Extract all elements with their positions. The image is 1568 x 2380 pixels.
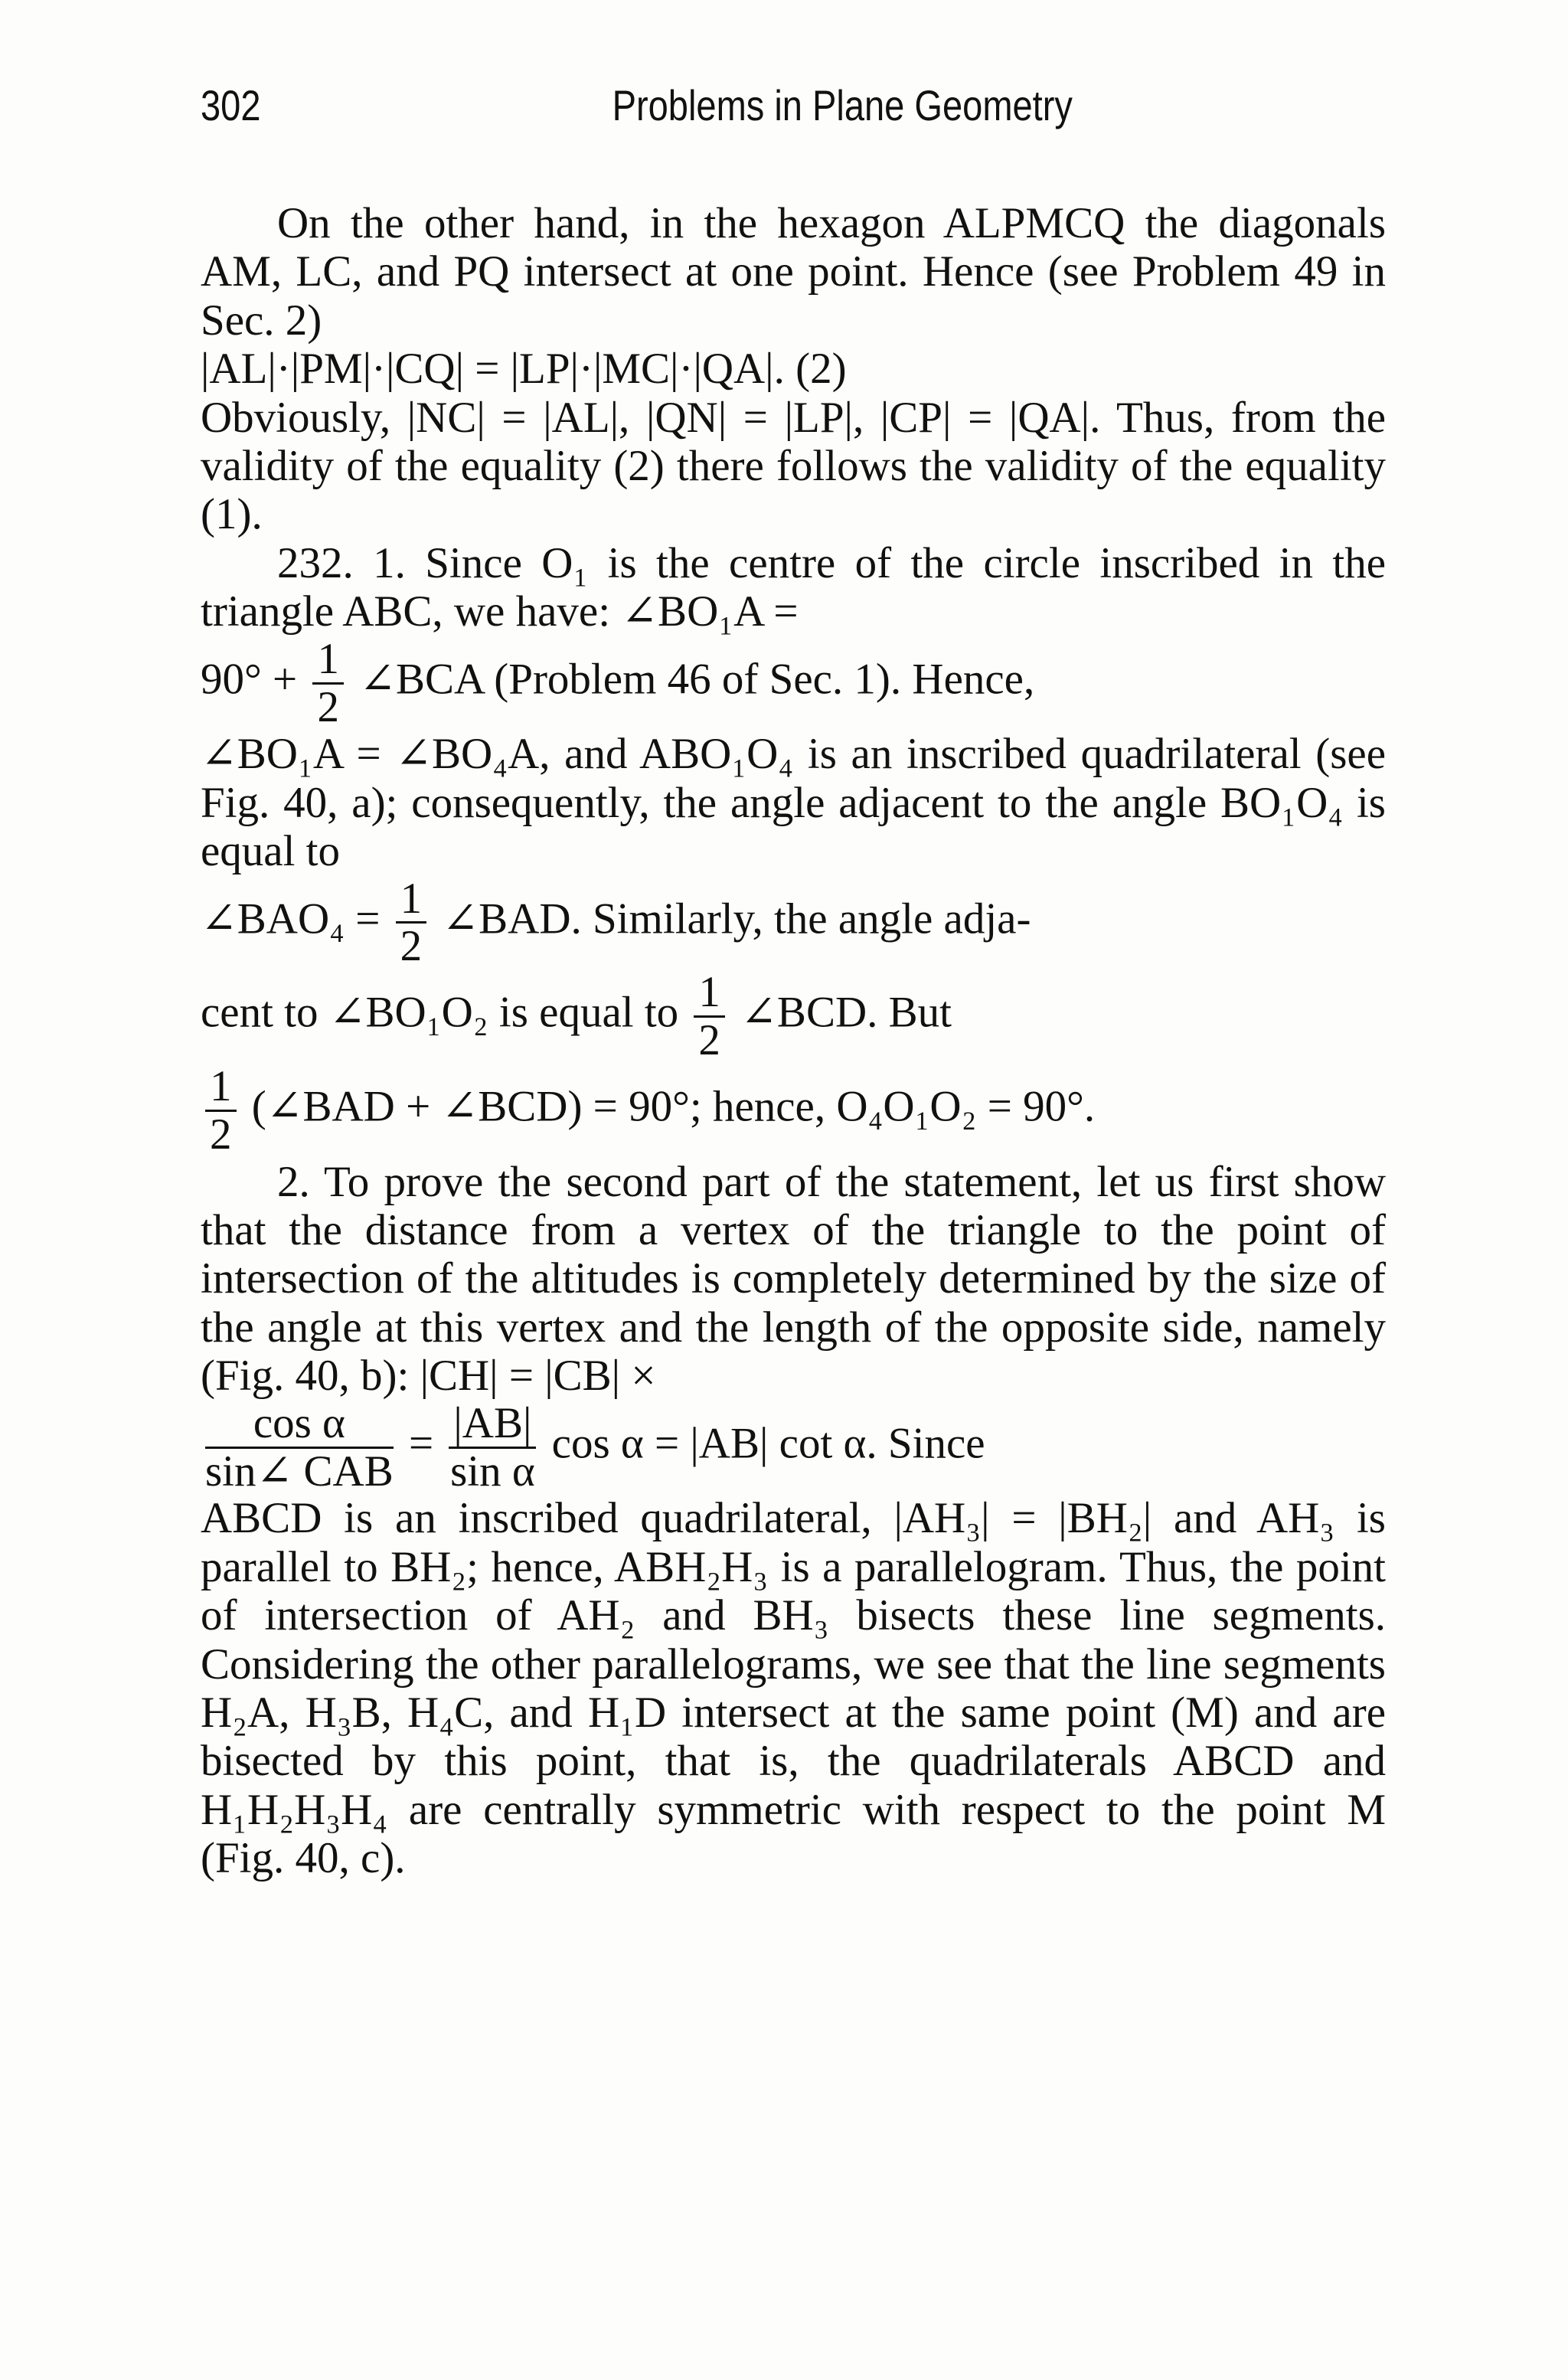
fraction-denominator: sin∠ CAB bbox=[205, 1447, 394, 1496]
formula-line bbox=[201, 1398, 1386, 1496]
fraction-numerator: 1 bbox=[205, 1064, 237, 1112]
formula-text: cos α = |AB| cot α. Since bbox=[551, 1419, 985, 1468]
fraction bbox=[205, 1061, 237, 1159]
fraction-numerator: 1 bbox=[694, 969, 725, 1018]
fraction bbox=[396, 876, 427, 970]
page-body bbox=[201, 199, 1386, 1883]
formula-line bbox=[201, 969, 1386, 1064]
fraction bbox=[205, 1398, 394, 1496]
formula-text: ∠BCD. But bbox=[740, 988, 952, 1037]
formula-text: cent to ∠BO₁O₂ is equal to bbox=[201, 988, 679, 1037]
fraction-numerator: 1 bbox=[312, 636, 344, 685]
fraction-denominator: sin α bbox=[450, 1447, 535, 1496]
fraction bbox=[312, 636, 344, 731]
formula-text: ∠BAD. Similarly, the angle adja- bbox=[442, 894, 1031, 943]
fraction-denominator: 2 bbox=[698, 1016, 720, 1065]
fraction-denominator: 2 bbox=[317, 682, 339, 731]
equals-sign: = bbox=[408, 1419, 434, 1468]
fraction bbox=[449, 1398, 536, 1496]
paragraph: Obviously, |NC| = |AL|, |QN| = |LP|, |CP| = |QA|. Thus, from the validity of the equality (2) there follows the validity of the equality (1). bbox=[201, 393, 1386, 539]
formula-line bbox=[201, 1061, 1386, 1159]
formula-text: ∠BCA (Problem 46 of Sec. 1). Hence, bbox=[359, 655, 1035, 704]
formula-text: (∠BAD + ∠BCD) = 90°; hence, O₄O₁O₂ = 90°. bbox=[251, 1082, 1096, 1131]
page-number: 302 bbox=[201, 81, 261, 129]
fraction-denominator: 2 bbox=[210, 1110, 232, 1159]
fraction bbox=[694, 969, 725, 1064]
fraction-numerator: cos α bbox=[205, 1401, 394, 1449]
fraction-numerator: 1 bbox=[396, 876, 427, 924]
formula-line bbox=[201, 636, 1386, 731]
formula-line bbox=[201, 876, 1386, 970]
paragraph: 232. 1. Since O₁ is the centre of the circle inscribed in the triangle ABC, we have: ∠BO₁A = bbox=[201, 538, 1386, 636]
fraction-numerator: |AB| bbox=[449, 1401, 536, 1449]
running-title: Problems in Plane Geometry bbox=[612, 81, 1073, 129]
equation-2: |AL|·|PM|·|CQ| = |LP|·|MC|·|QA|. (2) bbox=[201, 345, 847, 394]
page-header bbox=[201, 75, 1190, 136]
paragraph: ∠BO₁A = ∠BO₄A, and ABO₁O₄ is an inscribed quadrilateral (see Fig. 40, a); consequently, the angle adjacent to the angle BO₁O₄ is equal to bbox=[201, 730, 1386, 876]
paragraph: 2. To prove the second part of the statement, let us first show that the distance from a vertex of the triangle to the point of intersection of the altitudes is completely determined by the size of the angle at this vertex and the length of the opposite side, namely (Fig. 40, b): |CH| = |CB| × bbox=[201, 1157, 1386, 1401]
fraction-denominator: 2 bbox=[400, 922, 423, 971]
formula-text: ∠BAO₄ = bbox=[201, 894, 381, 943]
formula-text: 90° + bbox=[201, 655, 298, 704]
paragraph: On the other hand, in the hexagon ALPMCQ the diagonals AM, LC, and PQ intersect at one point. Hence (see Problem 49 in Sec. 2) bbox=[201, 199, 1386, 345]
paragraph: ABCD is an inscribed quadrilateral, |AH₃| = |BH₂| and AH₃ is parallel to BH₂; hence, ABH₂H₃ is a parallelogram. Thus, the point of intersection of AH₂ and BH₃ bisects these line segments. Considering the other parallelograms, we see that the line segments H₂A, H₃B, H₄C, and H₁D intersect at the same point (M) and are bisected by this point, that is, the quadrilaterals ABCD and H₁H₂H₃H₄ are centrally symmetric with respect to the point M (Fig. 40, c). bbox=[201, 1494, 1386, 1883]
